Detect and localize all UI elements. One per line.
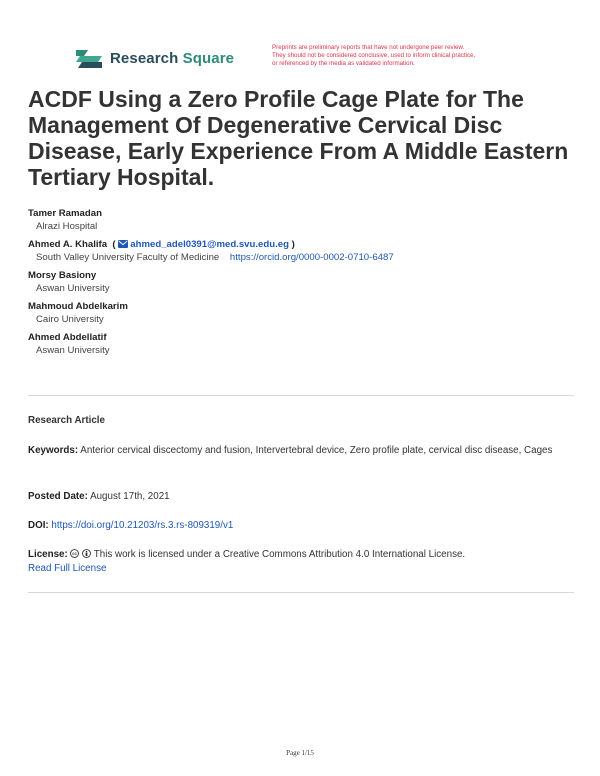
svg-text:cc: cc [72, 551, 78, 557]
license-label: License: [28, 549, 68, 560]
doi-link[interactable]: https://doi.org/10.21203/rs.3.rs-809319/v1 [51, 520, 234, 531]
doi-block [28, 519, 574, 533]
keywords-block [28, 444, 574, 458]
author-affiliation-row [28, 251, 578, 264]
posted-date-value: August 17th, 2021 [90, 491, 170, 502]
posted-date-block [28, 490, 574, 504]
open-paren: ( [109, 239, 116, 250]
keywords-label: Keywords: [28, 445, 79, 456]
author-name: Tamer Ramadan [28, 208, 102, 219]
author-entry [28, 331, 578, 357]
paper-title: ACDF Using a Zero Profile Cage Plate for The Management Of Degenerative Cervical Disc Disease, Early Experience From A Middle Eastern Tertiary Hospital. [28, 86, 569, 190]
license-value: This work is licensed under a Creative Commons Attribution 4.0 International License. [93, 549, 466, 560]
doi-label: DOI: [28, 520, 49, 531]
author-entry [28, 207, 578, 233]
disclaimer-line: They should not be considered conclusive, used to inform clinical practice, [272, 52, 476, 59]
attribution-icon [82, 549, 91, 558]
mail-icon [118, 240, 128, 248]
logo-text [110, 50, 234, 67]
creative-commons-icon [70, 549, 79, 558]
close-paren: ) [291, 239, 295, 250]
section-divider [28, 395, 574, 396]
posted-date-label: Posted Date: [28, 491, 88, 502]
author-list [28, 207, 578, 362]
orcid-link[interactable]: https://orcid.org/0000-0002-0710-6487 [229, 252, 394, 263]
author-email-link[interactable] [118, 239, 291, 250]
page-number: Page 1/15 [286, 749, 314, 757]
article-type: Research Article [28, 415, 105, 426]
preprint-disclaimer [272, 44, 542, 68]
author-affiliation: South Valley University Faculty of Medicine [36, 252, 220, 263]
author-email: ahmed_adel0391@med.svu.edu.eg [130, 239, 289, 250]
logo-text-primary: Research [110, 49, 179, 67]
logo-text-secondary: Square [182, 49, 235, 67]
author-affiliation: Alrazi Hospital [36, 221, 98, 232]
author-name: Morsy Basiony [28, 270, 97, 281]
keywords-value: Anterior cervical discectomy and fusion, Intervertebral device, Zero profile plate, cervical disc disease, Cages [80, 445, 553, 456]
research-square-logo-icon [74, 46, 104, 70]
section-divider-bottom [28, 592, 574, 593]
author-entry [28, 269, 578, 295]
author-affiliation: Aswan University [36, 283, 110, 294]
author-name: Ahmed Abdellatif [28, 332, 107, 343]
license-block [28, 548, 574, 576]
author-name-with-email [28, 238, 578, 251]
author-affiliation: Cairo University [36, 314, 104, 325]
disclaimer-line: Preprints are preliminary reports that have not undergone peer review. [272, 44, 465, 51]
research-square-logo[interactable] [74, 46, 234, 70]
author-name: Ahmed A. Khalifa [28, 239, 108, 250]
disclaimer-line: or referenced by the media as validated information. [272, 60, 415, 67]
author-name: Mahmoud Abdelkarim [28, 301, 128, 312]
author-entry [28, 238, 578, 264]
author-entry [28, 300, 578, 326]
author-affiliation: Aswan University [36, 345, 110, 356]
read-full-license-link[interactable]: Read Full License [28, 563, 107, 574]
